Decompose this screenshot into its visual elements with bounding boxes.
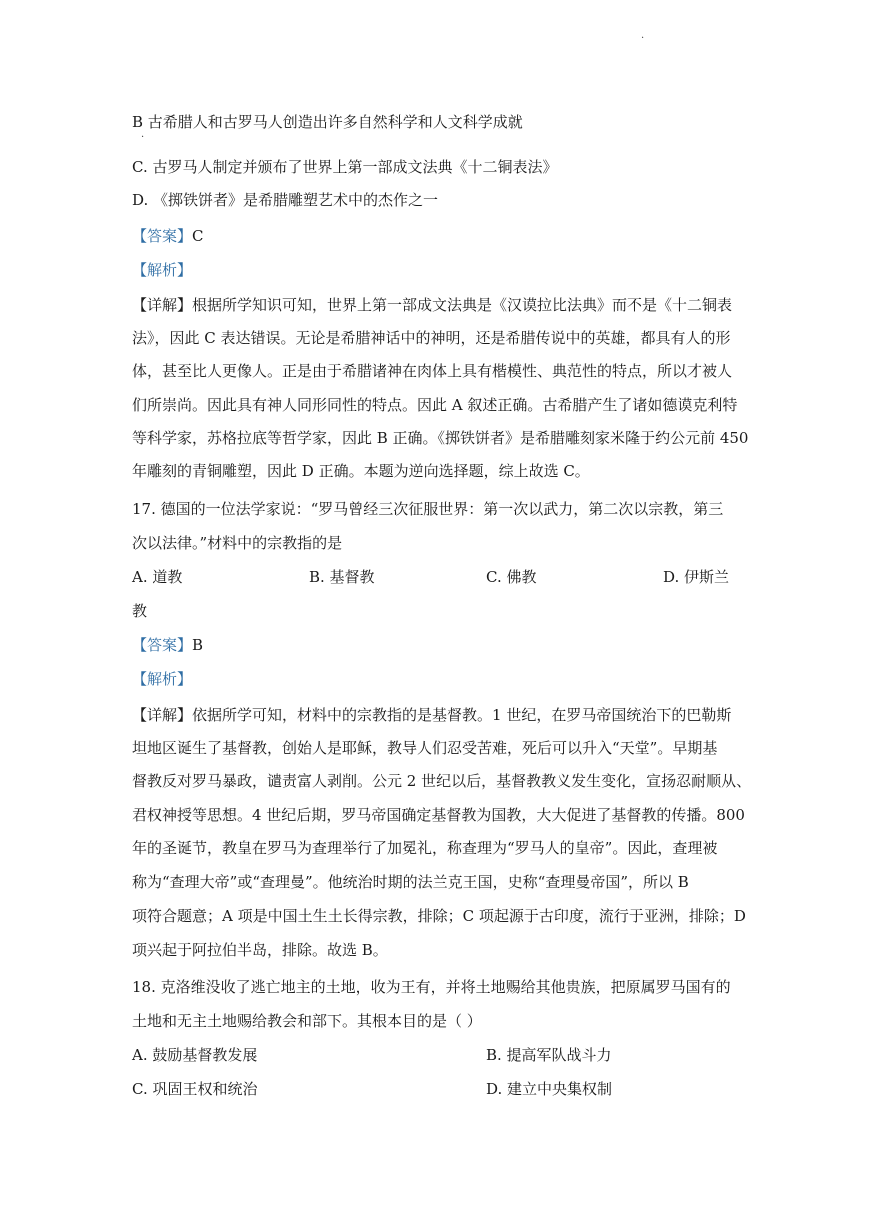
answer-tag: 【答案】 (132, 636, 193, 654)
q18-option-c: C. 巩固王权和统治 (132, 1080, 258, 1098)
q18-option-a: A. 鼓励基督教发展 (132, 1046, 258, 1064)
q16-detail-line: 等科学家，苏格拉底等哲学家，因此 B 正确。《掷铁饼者》是希腊雕刻家米隆于约公元前 450 (132, 429, 749, 447)
answer-tag: 【答案】 (132, 227, 193, 245)
answer-value: B (192, 636, 204, 654)
q16-option-d: D. 《掷铁饼者》是希腊雕塑艺术中的杰作之一 (132, 191, 439, 209)
detail-text: 根据所学知识可知，世界上第一部成文法典是《汉谟拉比法典》而不是《十二铜表 (192, 296, 733, 314)
q17-analysis-tag: 【解析】 (132, 670, 193, 688)
q16-detail-line: 们所崇尚。因此具有神人同形同性的特点。因此 A 叙述正确。古希腊产生了诸如德谟克利特 (132, 396, 738, 414)
q17-option-d-wrap: 教 (132, 602, 148, 620)
q17-stem-line: 17. 德国的一位法学家说：“罗马曾经三次征服世界：第一次以武力，第二次以宗教，第三 (132, 500, 724, 518)
q17-detail-line: 年的圣诞节，教皇在罗马为查理举行了加冕礼，称查理为“罗马人的皇帝”。因此，查理被 (132, 839, 718, 857)
q17-detail-line: 君权神授等思想。4 世纪后期，罗马帝国确定基督教为国教，大大促进了基督教的传播。800 (132, 806, 745, 824)
detail-text: 依据所学可知，材料中的宗教指的是基督教。1 世纪，在罗马帝国统治下的巴勒斯 (192, 706, 732, 724)
q17-detail-line: 项兴起于阿拉伯半岛，排除。故选 B。 (132, 941, 388, 959)
q16-detail-line: 法》，因此 C 表达错误。无论是希腊神话中的神明，还是希腊传说中的英雄，都具有人的形 (132, 329, 731, 347)
q16-option-c: C. 古罗马人制定并颁布了世界上第一部成文法典《十二铜表法》 (132, 158, 558, 176)
q17-answer (132, 635, 203, 655)
answer-value: C (192, 227, 204, 245)
q16-answer (132, 226, 204, 246)
q16-detail-line: 年雕刻的青铜雕塑，因此 D 正确。本题为逆向选择题，综上故选 C。 (132, 462, 590, 480)
header-mark: . (641, 30, 645, 41)
q16-detail-line: 体，甚至比人更像人。正是由于希腊诸神在肉体上具有楷模性、典范性的特点，所以才被人 (132, 362, 733, 380)
q16-option-b: B 古希腊人和古罗马人创造出许多自然科学和人文科学成就 (132, 113, 523, 131)
q17-option-b: B. 基督教 (309, 568, 375, 586)
q17-option-a: A. 道教 (132, 568, 183, 586)
q18-option-d: D. 建立中央集权制 (486, 1080, 613, 1098)
q17-detail-line (132, 705, 731, 725)
q18-stem-line: 18. 克洛维没收了逃亡地主的土地，收为王有，并将土地赐给其他贵族，把原属罗马国有的 (132, 978, 731, 996)
q17-detail-line: 项符合题意；A 项是中国土生土长得宗教，排除；C 项起源于古印度，流行于亚洲，排除；D (132, 907, 746, 925)
detail-tag: 【详解】 (132, 706, 193, 724)
q17-detail-line: 坦地区诞生了基督教，创始人是耶稣，教导人们忍受苦难，死后可以升入“天堂”。早期基 (132, 739, 718, 757)
q17-detail-line: 称为“查理大帝”或“查理曼”。他统治时期的法兰克王国，史称“查理曼帝国”，所以 B (132, 873, 689, 891)
q16-option-b-mark: · (141, 132, 145, 143)
detail-tag: 【详解】 (132, 296, 193, 314)
q17-option-c: C. 佛教 (486, 568, 537, 586)
q17-detail-line: 督教反对罗马暴政，谴责富人剥削。公元 2 世纪以后，基督教教义发生变化，宣扬忍耐顺从、 (132, 772, 752, 790)
q17-stem-line: 次以法律。”材料中的宗教指的是 (132, 534, 343, 552)
q17-option-d: D. 伊斯兰 (663, 568, 730, 586)
q18-option-b: B. 提高军队战斗力 (486, 1046, 612, 1064)
q18-stem-line: 土地和无主土地赐给教会和部下。其根本目的是（ ） (132, 1012, 482, 1030)
q16-detail-line (132, 295, 732, 315)
q16-analysis-tag: 【解析】 (132, 261, 193, 279)
